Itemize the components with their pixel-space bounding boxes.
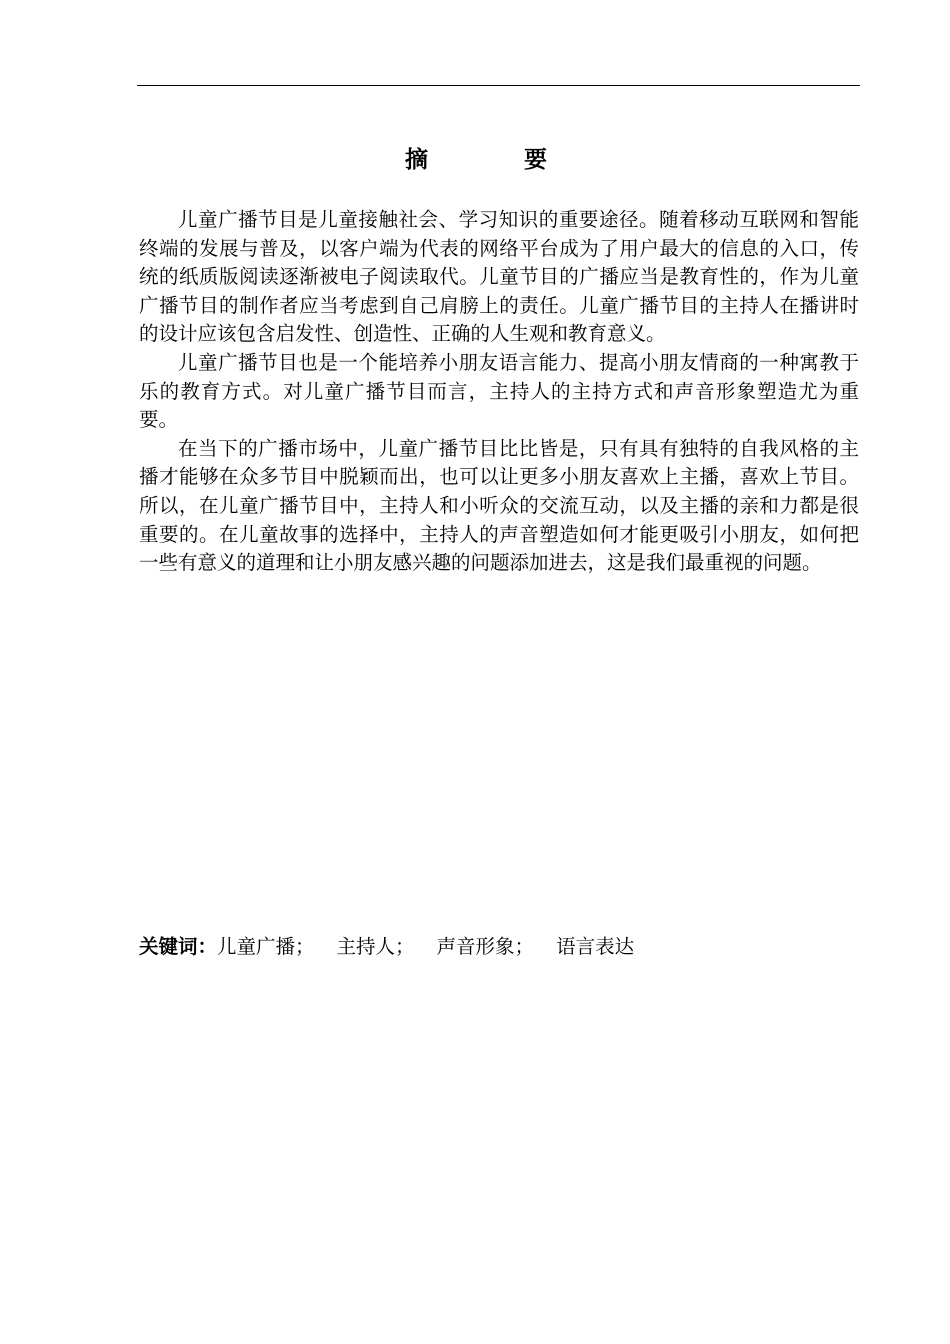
abstract-paragraph-2: 儿童广播节目也是一个能培养小朋友语言能力、提高小朋友情商的一种寓教于乐的教育方式。对儿童广播节目而言，主持人的主持方式和声音形象塑造尤为重要。	[139, 350, 859, 432]
keyword-item: 语言表达	[556, 935, 635, 958]
keywords-label: 关键词：	[139, 935, 218, 958]
abstract-paragraph-3: 在当下的广播市场中，儿童广播节目比比皆是，只有具有独特的自我风格的主播才能够在众多节目中脱颖而出，也可以让更多小朋友喜欢上主播，喜欢上节目。所以，在儿童广播节目中，主持人和小听众的交流互动，以及主播的亲和力都是很重要的。在儿童故事的选择中，主持人的声音塑造如何才能更吸引小朋友，如何把一些有意义的道理和让小朋友感兴趣的问题添加进去，这是我们最重视的问题。	[139, 436, 859, 575]
abstract-paragraph-1: 儿童广播节目是儿童接触社会、学习知识的重要途径。随着移动互联网和智能终端的发展与普及，以客户端为代表的网络平台成为了用户最大的信息的入口，传统的纸质版阅读逐渐被电子阅读取代。儿童节目的广播应当是教育性的，作为儿童广播节目的制作者应当考虑到自己肩膀上的责任。儿童广播节目的主持人在播讲时的设计应该包含启发性、创造性、正确的人生观和教育意义。	[139, 208, 859, 346]
keyword-item: 主持人；	[336, 935, 415, 958]
page-title: 摘 要	[404, 147, 591, 173]
keyword-item: 声音形象；	[436, 935, 535, 958]
keyword-item: 儿童广播；	[217, 935, 315, 958]
header-rule	[137, 85, 860, 86]
keywords-line	[139, 933, 859, 961]
abstract-body	[139, 206, 859, 578]
